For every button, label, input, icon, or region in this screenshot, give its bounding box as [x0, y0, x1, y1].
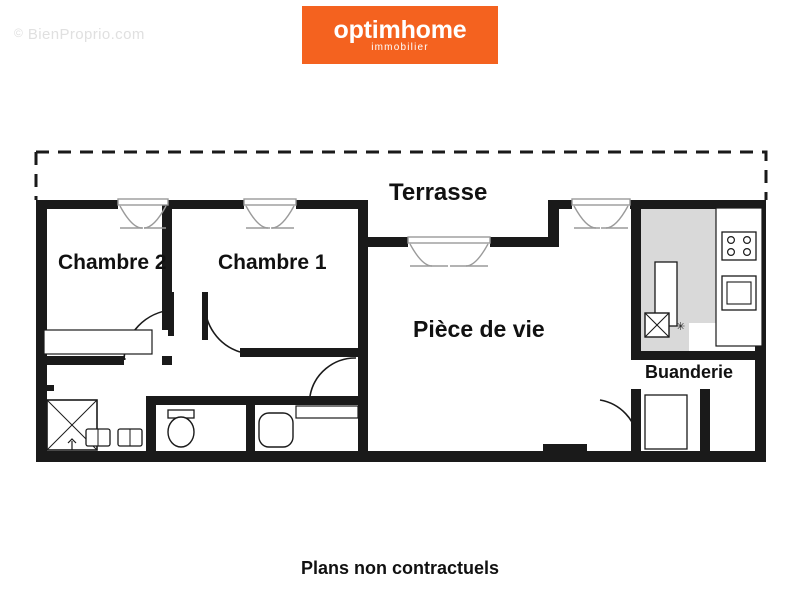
- room-label-chambre-1: Chambre 1: [218, 251, 327, 274]
- doors: [124, 292, 638, 444]
- watermark-copyright: ©: [14, 26, 24, 40]
- svg-text:✳: ✳: [676, 321, 686, 333]
- room-label-chambre-2: Chambre 2: [58, 251, 167, 274]
- logo-subtitle: immobilier: [371, 42, 429, 53]
- room-label-terrasse: Terrasse: [389, 179, 488, 206]
- footer-disclaimer: Plans non contractuels: [300, 558, 500, 578]
- room-label-piece-de-vie: Pièce de vie: [413, 316, 545, 342]
- watermark-text: BienProprio.com: [27, 26, 145, 43]
- room-label-buanderie: Buanderie: [645, 362, 734, 382]
- logo-brand: optimhome: [333, 16, 467, 44]
